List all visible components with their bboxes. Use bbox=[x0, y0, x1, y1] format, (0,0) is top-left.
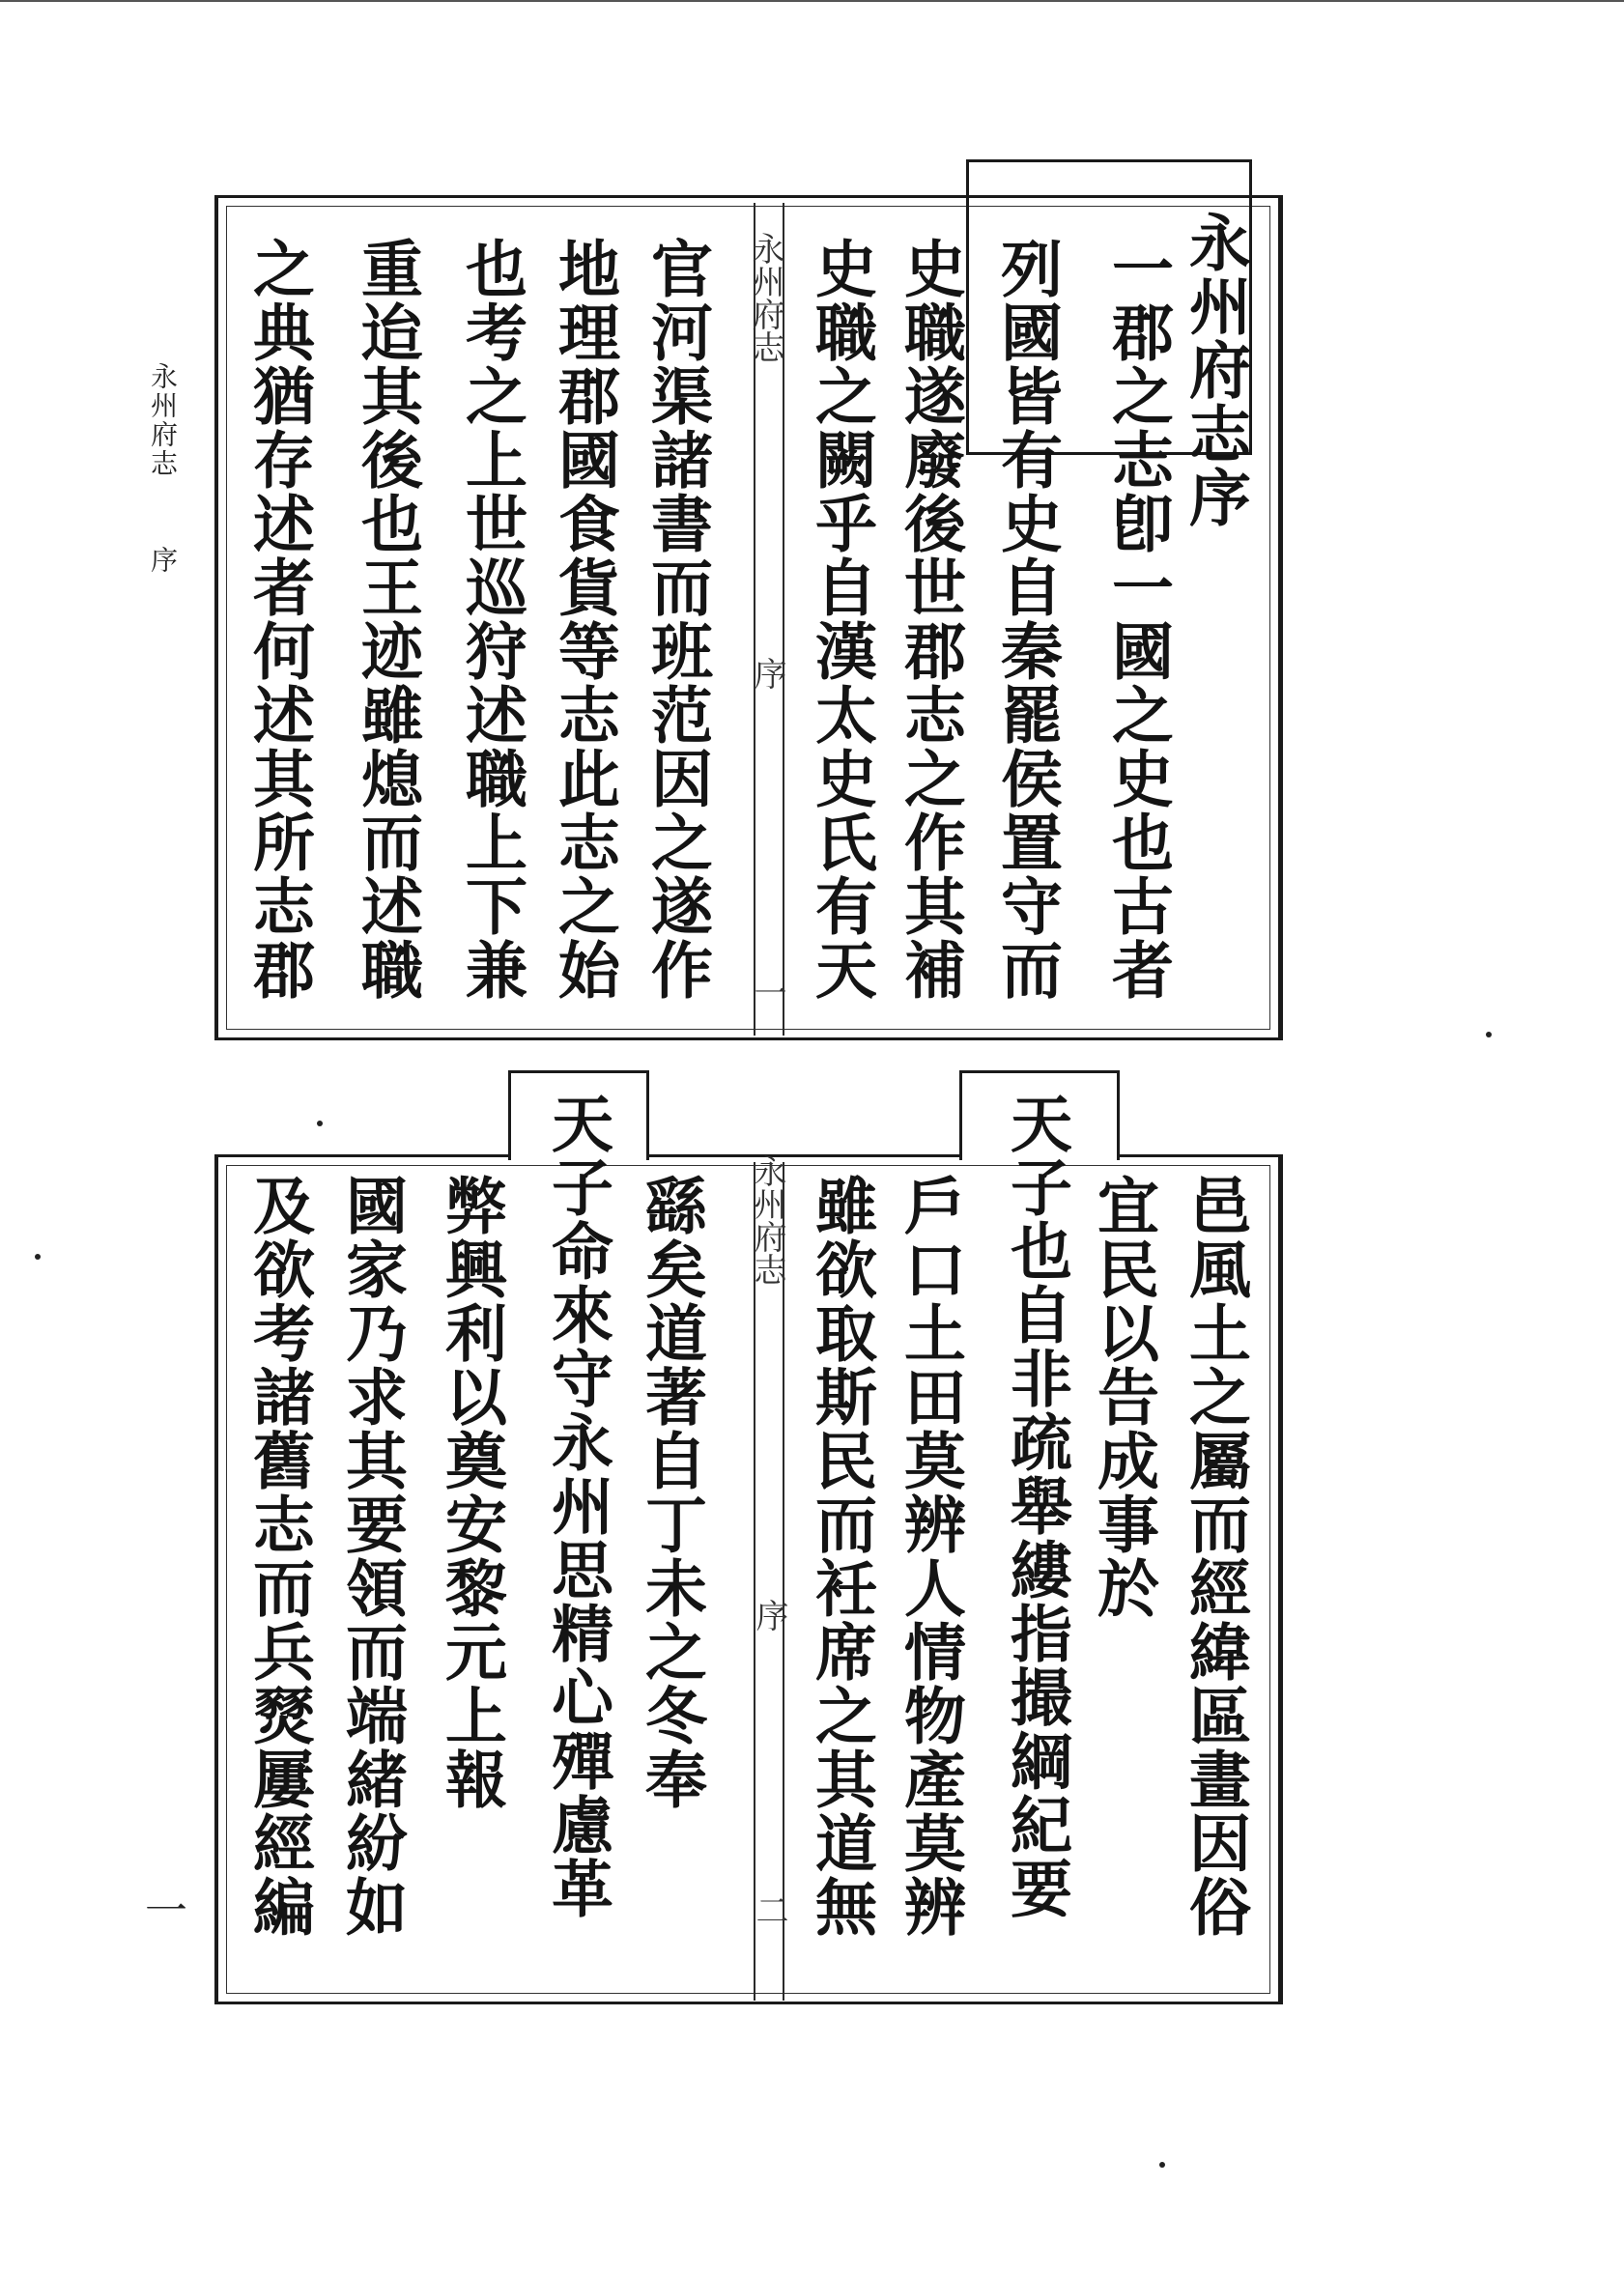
bottom-column-9: 國家乃求其要領而端緒紛如 bbox=[335, 1174, 408, 1939]
top-column-2: 一郡之志卽一國之史也古者 bbox=[1101, 237, 1174, 1002]
top-centre-section: 序 bbox=[748, 657, 786, 690]
margin-book-title: 永州府志 bbox=[147, 362, 179, 478]
top-column-1: 永州府志序 bbox=[1179, 211, 1251, 529]
bottom-column-3: 天子也自非疏舉縷指撮綱紀要 bbox=[1000, 1092, 1072, 1920]
top-column-5: 史職之闕乎自漢太史氏有天 bbox=[805, 237, 877, 1002]
top-column-9: 重迨其後也王迹雖熄而述職 bbox=[351, 237, 423, 1002]
scan-speck bbox=[1159, 2162, 1165, 2168]
bottom-column-7: 天子命來守永州思精心殫慮革 bbox=[541, 1092, 613, 1920]
bottom-column-2: 宜民以告成事於 bbox=[1087, 1174, 1159, 1620]
margin-page-number: 一 bbox=[145, 1887, 187, 1936]
bottom-column-5: 雖欲取斯民而衽席之其道無 bbox=[805, 1174, 877, 1939]
bottom-centre-fold-left bbox=[754, 1162, 755, 2001]
scan-speck bbox=[1486, 1032, 1492, 1037]
top-column-6: 官河渠諸書而班范因之遂作 bbox=[641, 237, 713, 1002]
bottom-centre-fold-right bbox=[783, 1162, 784, 2001]
scan-top-edge bbox=[0, 0, 1624, 2]
bottom-centre-title: 永州府志 bbox=[748, 1154, 786, 1286]
scan-speck bbox=[317, 1121, 323, 1126]
bottom-column-4: 戶口土田莫辨人情物產莫辨 bbox=[894, 1174, 966, 1939]
top-column-7: 地理郡國食貨等志此志之始 bbox=[548, 237, 620, 1002]
bottom-centre-page: 二 bbox=[750, 1893, 788, 1926]
scan-speck bbox=[35, 1254, 41, 1260]
top-column-10: 之典猶存述者何述其所志郡 bbox=[242, 237, 315, 1002]
margin-section-label: 序 bbox=[147, 546, 179, 573]
bottom-column-1: 邑風土之屬而經緯區畫因俗 bbox=[1179, 1174, 1251, 1939]
bottom-column-8: 弊興利以奠安黎元上報 bbox=[435, 1174, 507, 1811]
top-column-3: 列國皆有史自秦罷侯置守而 bbox=[990, 237, 1063, 1002]
top-centre-title: 永州府志 bbox=[746, 232, 784, 363]
top-column-8: 也考之上世巡狩述職上下兼 bbox=[455, 237, 527, 1002]
bottom-column-10: 及欲考諸舊志而兵燹屢經編 bbox=[242, 1174, 315, 1939]
bottom-column-6: 繇矣道著自丁未之冬奉 bbox=[635, 1174, 707, 1811]
bottom-centre-section: 序 bbox=[750, 1599, 788, 1632]
top-column-4: 史職遂廢後世郡志之作其補 bbox=[894, 237, 966, 1002]
top-centre-page: 一 bbox=[748, 976, 786, 1008]
